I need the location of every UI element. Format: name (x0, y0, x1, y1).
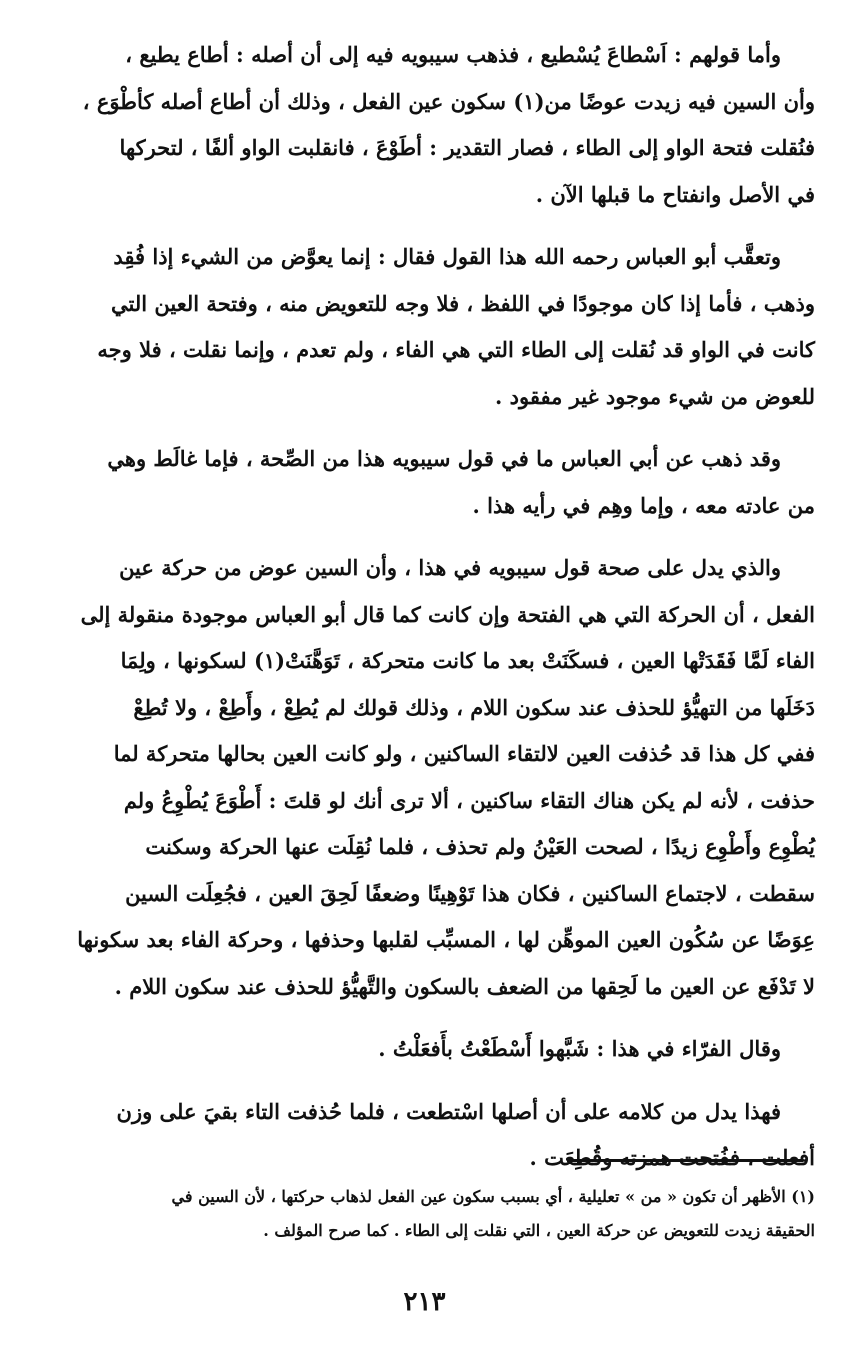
footnote-line: (١) الأظهر أن تكون « من » تعليلية ، أي بسبب سكون عين الفعل لذهاب حركتها ، لأن السين في (171, 1187, 815, 1206)
page-number: ٢١٣ (403, 1287, 446, 1317)
text-line: فنُقلت فتحة الواو إلى الطاء ، فصار التقدير : أطَوْعَ ، فانقلبت الواو ألفًا ، لتحركها (119, 135, 815, 160)
paragraph (40, 1089, 815, 1182)
text-line: الفعل ، أن الحركة التي هي الفتحة وإن كانت كما قال أبو العباس موجودة منقولة إلى (80, 601, 815, 627)
text-line: سقطت ، لاجتماع الساكنين ، فكان هذا تَوْهِينًا وضعفًا لَحِقَ العين ، فجُعِلَت السين (125, 880, 815, 906)
text-line: عِوَضًا عن سُكُون العين الموهِّن لها ، المسبِّب لقلبها وحذفها ، وحركة الفاء بعد سكونها (77, 927, 815, 952)
footnote (40, 1180, 815, 1248)
text-line: دَخَلَها من التهيُّؤ للحذف عند سكون اللام ، وذلك قولك لم يُطِعْ ، وأَطِعْ ، ولا تُطِعْ (133, 694, 815, 720)
text-line: وقال الفرّاء في هذا : شَبَّهوا أَسْطَعْتُ بأَفعَلْتُ . (378, 1036, 781, 1061)
text-line: كانت في الواو قد نُقلت إلى الطاء التي هي الفاء ، ولم تعدم ، وإنما نقلت ، فلا وجه (97, 337, 815, 362)
text-line: والذي يدل على صحة قول سيبويه في هذا ، وأن السين عوض من حركة عين (119, 555, 781, 580)
text-line: الفاء لَمَّا فَقَدَتْها العين ، فسكَنَتْ بعد ما كانت متحركة ، تَوَهَّنَتْ(١) لسكونها ، ولِمَا (120, 648, 815, 673)
text-line: في الأصل وانفتاح ما قبلها الآن . (535, 181, 815, 207)
paragraph (40, 1026, 815, 1073)
text-line: فهذا يدل من كلامه على أن أصلها اسْتطعت ، فلما حُذفت التاء بقيَ على وزن (116, 1098, 781, 1124)
text-line: أفعلت ، ففُتحت همزته وقُطِعَت . (529, 1145, 815, 1170)
paragraph (40, 32, 815, 218)
text-line: وذهب ، فأما إذا كان موجودًا في اللفظ ، فلا وجه للتعويض منه ، وفتحة العين التي (111, 290, 815, 316)
paragraph (40, 545, 815, 1010)
text-line: لا تَدْفَع عن العين ما لَحِقها من الضعف بالسكون والتَّهيُّؤ للحذف عند سكون اللام . (114, 973, 815, 999)
text-line: وأن السين فيه زيدت عوضًا من(١) سكون عين الفعل ، وذلك أن أطاع أصله كأطْوَع ، (82, 88, 815, 114)
paragraph (40, 436, 815, 529)
text-line: يُطْوِع وأَطْوِع زيدًا ، لصحت العَيْنُ ولم تحذف ، فلما نُقِلَت عنها الحركة وسكنت (145, 834, 815, 859)
text-line: ففي كل هذا قد حُذفت العين لالتقاء الساكنين ، ولو كانت العين بحالها متحركة لما (113, 741, 815, 766)
paragraph (40, 234, 815, 420)
text-line: وأما قولهم : اَسْطاعَ يُسْطيع ، فذهب سيبويه فيه إلى أن أصله : أطاع يطيع ، (125, 42, 781, 67)
text-line: من عادته معه ، وإما وهِم في رأيه هذا . (472, 492, 815, 518)
footnote-separator (567, 1159, 803, 1162)
text-line: للعوض من شيء موجود غير مفقود . (495, 383, 815, 409)
footnote-line: الحقيقة زيدت للتعويض عن حركة العين ، التي نقلت إلى الطاء . كما صرح المؤلف . (263, 1221, 815, 1240)
page-body (40, 32, 815, 1198)
text-line: حذفت ، لأنه لم يكن هناك التقاء ساكنين ، ألا ترى أنك لو قلتَ : أَطْوَعَ يُطْوِعُ ولم (123, 787, 815, 813)
text-line: وقد ذهب عن أبي العباس ما في قول سيبويه هذا من الصِّحة ، فإما غالَط وهي (107, 446, 781, 471)
text-line: وتعقَّب أبو العباس رحمه الله هذا القول فقال : إنما يعوَّض من الشيء إذا فُقِد (113, 244, 781, 269)
